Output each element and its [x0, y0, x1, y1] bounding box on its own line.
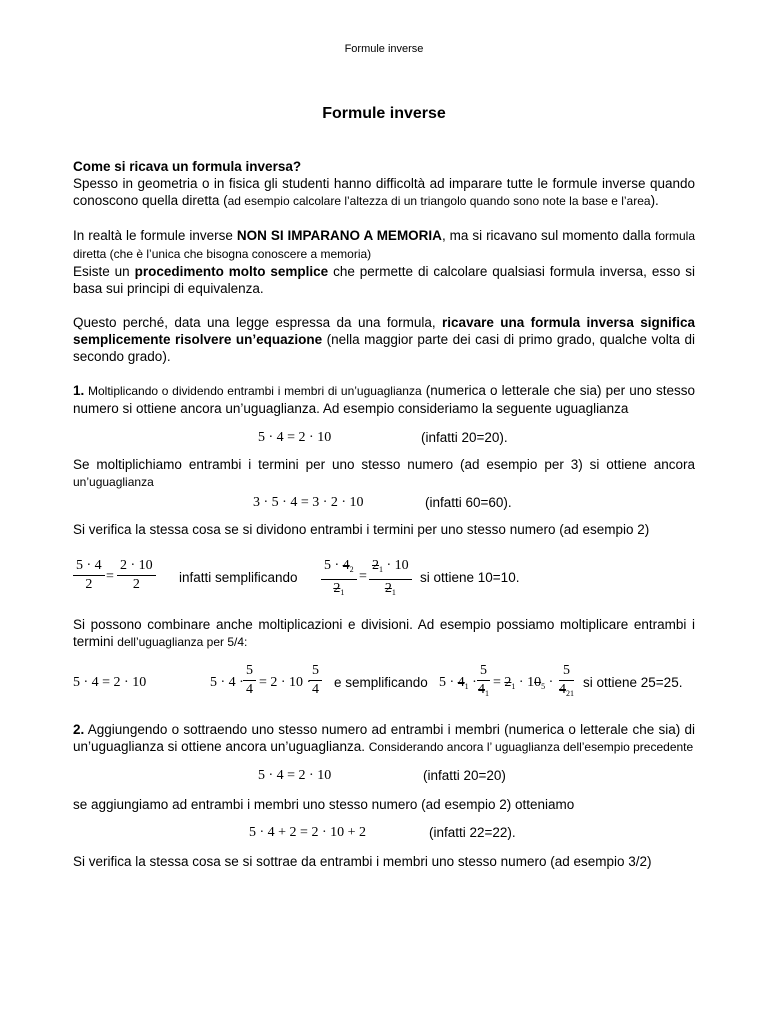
- paragraph-procedure: Esiste un procedimento molto semplice che permette di calcolare qualsiasi formula inversa, esso si basa sui principi di equivalenza.: [73, 264, 695, 296]
- paragraph-multiply: Se moltiplichiamo entrambi i termini per uno stesso numero (ad esempio per 3) si ottiene ancora un’uguaglianza: [73, 457, 695, 489]
- fraction-5-4-right: $\frac{5}{4}$: [309, 663, 322, 698]
- fraction-simplified-right: $\frac{2_1 \cdot 10}{2_1}$: [369, 558, 412, 601]
- equation-1: 5 · 4 = 2 · 10 (infatti 20=20).: [258, 430, 508, 445]
- result-combine: si ottiene 25=25.: [583, 675, 683, 690]
- paragraph-combine: Si possono combinare anche moltiplicazioni e divisioni. Ad esempio possiamo moltiplicare entrambi i termini dell’uguaglianza per 5/4:: [73, 617, 695, 649]
- paragraph-add: se aggiungiamo ad entrambi i membri uno stesso numero (ad esempio 2) otteniamo: [73, 797, 575, 812]
- rule-2-text: 2. Aggiungendo o sottraendo uno stesso numero ad entrambi i membri (numerica o letterale che sia) di un’uguaglianza si ottiene ancora un’uguaglianza. Considerando ancora l’ uguaglianza dell’esempio precedente: [73, 722, 695, 754]
- simplified-expression-right: = $2_1 \cdot 10_5$ ·: [493, 675, 554, 691]
- fraction-left: $\frac{5 \cdot 4}{2}$: [73, 558, 105, 593]
- equation-5: 5 · 4 = 2 · 10 (infatti 20=20): [258, 768, 506, 783]
- fraction-simplified-left: $\frac{5 \cdot 4_2}{2_1}$: [321, 558, 357, 601]
- combined-example: 5 · 4 = 2 · 10 5 · 4 · $\frac{5}{4}$ = 2 · 10 · $\frac{5}{4}$ e semplificando $5 \cdot 4_1$ · $\frac{5}{4_1}$ = $2_1 \cdot 10_5$ · $\frac{5}{4_{21}}$ si ottiene 25=25.: [73, 661, 695, 705]
- equation-2: 3 · 5 · 4 = 3 · 2 · 10 (infatti 60=60).: [253, 495, 512, 510]
- running-header: Formule inverse: [344, 43, 424, 55]
- paragraph-memory: In realtà le formule inverse NON SI IMPARANO A MEMORIA, ma si ricavano sul momento dalla formula diretta (che è l’unica che bisogna conoscere a memoria): [73, 228, 695, 261]
- paragraph-subtract: Si verifica la stessa cosa se si sottrae da entrambi i membri uno stesso numero (ad esempio 3/2): [73, 854, 652, 869]
- simplifying-label: e semplificando: [334, 675, 428, 690]
- fraction-example: $\frac{5 \cdot 4}{2}$ = $\frac{2 \cdot 10}{2}$ infatti semplificando $\frac{5 \cdot 4_2}{2_1}$ = $\frac{2_1 \cdot 10}{2_1}$ si ottiene 10=10.: [73, 556, 695, 600]
- fraction-right: $\frac{2 \cdot 10}{2}$: [117, 558, 156, 593]
- page-title: Formule inverse: [322, 105, 446, 122]
- result-divide: si ottiene 10=10.: [420, 570, 520, 585]
- fraction-simplified-b: $\frac{5}{4_{21}}$: [559, 663, 574, 698]
- section-heading: Come si ricava un formula inversa?: [73, 159, 302, 174]
- paragraph-equation: Questo perché, data una legge espressa da una formula, ricavare una formula inversa significa semplicemente risolvere un’equazione (nella maggior parte dei casi di primo grado, qualche volta di secondo grado).: [73, 315, 696, 364]
- simplified-expression: $5 \cdot 4_1$ ·: [439, 675, 477, 691]
- equation-6: 5 · 4 + 2 = 2 · 10 + 2 (infatti 22=22).: [249, 825, 516, 840]
- fraction-simplified-a: $\frac{5}{4_1}$: [478, 663, 489, 698]
- rule-1-text: 1. Moltiplicando o dividendo entrambi i membri di un’uguaglianza (numerica o letterale che sia) per uno stesso numero si ottiene ancora un’uguaglianza. Ad esempio consideriamo la seguente uguaglianza: [73, 383, 695, 416]
- fraction-5-4-left: $\frac{5}{4}$: [243, 663, 256, 698]
- paragraph-divide: Si verifica la stessa cosa se si dividono entrambi i termini per uno stesso numero (ad esempio 2): [73, 522, 650, 537]
- document-body: [73, 158, 695, 870]
- simplify-label: infatti semplificando: [179, 570, 298, 585]
- equation-3: 5 · 4 = 2 · 10: [73, 675, 147, 690]
- paragraph-intro: Spesso in geometria o in fisica gli studenti hanno difficoltà ad imparare tutte le formule inverse quando conoscono quella diretta (ad esempio calcolare l’altezza di un triangolo quando sono note la base e l’area).: [73, 176, 695, 208]
